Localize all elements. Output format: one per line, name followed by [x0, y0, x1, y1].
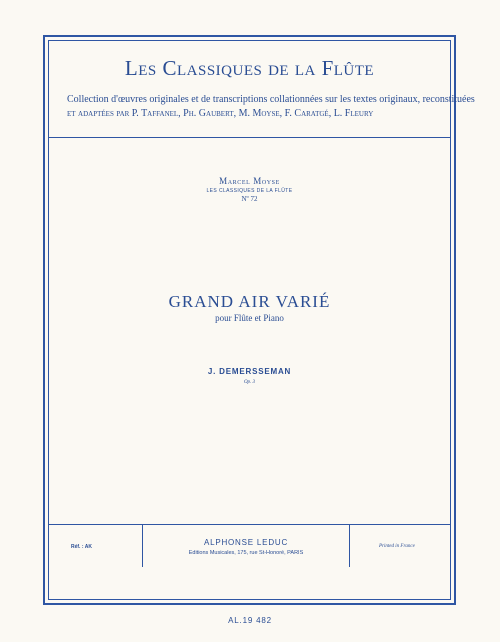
reference-code: Réf. : AK [71, 544, 92, 550]
series-number: Nº 72 [241, 195, 258, 203]
publisher-box [142, 525, 350, 567]
page-border [43, 35, 475, 605]
composer-name: J. DEMERSSEMAN [207, 367, 292, 376]
header-divider [49, 137, 450, 138]
publisher-name: ALPHONSE LEDUC [203, 538, 289, 547]
plate-number: AL.19 482 [228, 616, 272, 625]
series-title-main: Classiques de la Flûte [162, 56, 375, 80]
collection-description-line-1: Collection d'œuvres originales et de transcriptions collationnées sur les textes originaux, reconstituées [67, 94, 475, 105]
series-title [49, 56, 450, 81]
series-editor: Marcel Moyse [219, 176, 280, 186]
series-header [49, 41, 475, 137]
page-border-inner [48, 40, 475, 600]
collection-description-line-2: et adaptées par P. Taffanel, Ph. Gaubert, M. Moyse, F. Caratgé, L. Fleury [67, 108, 374, 119]
series-title-prefix: Les [124, 56, 157, 80]
series-stamp-name: LES CLASSIQUES DE LA FLÛTE [206, 188, 293, 194]
opus-number: Op. 3 [243, 380, 256, 385]
work-instrumentation: pour Flûte et Piano [215, 313, 284, 323]
printed-in-notice: Printed in France [379, 544, 415, 549]
publisher-footer [49, 525, 450, 567]
work-title: GRAND AIR VARIÉ [168, 292, 331, 311]
publisher-address: Editions Musicales, 175, rue St-Honoré, PARIS [188, 550, 304, 556]
